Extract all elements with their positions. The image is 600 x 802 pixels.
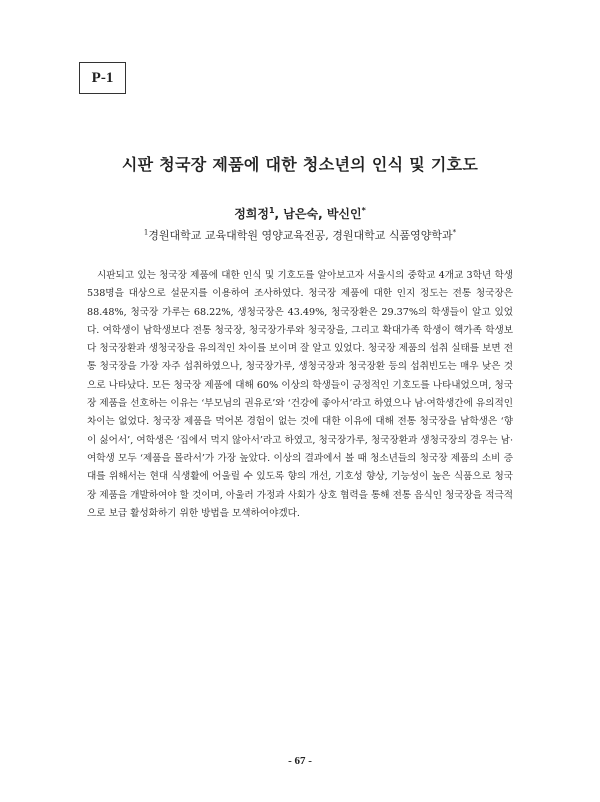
author-line (0, 205, 600, 222)
author-separator: , (274, 207, 284, 221)
affiliation-sup: 1 (143, 228, 149, 237)
author-3: 박신인 (326, 207, 362, 221)
author-3-sup: * (361, 206, 366, 215)
author-2: 남은숙 (283, 207, 319, 221)
abstract-body: 시판되고 있는 청국장 제품에 대한 인식 및 기호도를 알아보고자 서울시의 중학교 4개교 3학년 학생 538명을 대상으로 설문지를 이용하여 조사하였다. 청국장 제품에 대한 인지 정도는 전통 청국장은 88.48%, 청국장 가루는 68.22%, 생청국장은 43.49%, 청국장환은 29.37%의 학생들이 알고 있었다. 여학생이 남학생보다 전통 청국장, 청국장가루와 청국장을, 그리고 확대가족 학생이 핵가족 학생보다 청국장환과 생청국장을 유의적인 차이를 보이며 잘 알고 있었다. 청국장 제품의 섭취 실태를 보면 전통 청국장을 가장 자주 섭취하였으나, 청국장가루, 생청국장과 청국장환 등의 섭취빈도는 매우 낮은 것으로 나타났다. 모든 청국장 제품에 대해 60% 이상의 학생들이 긍정적인 기호도를 나타내었으며, 청국장 제품을 선호하는 이유는 ‘부모님의 권유로’와 ‘건강에 좋아서’라고 하였으나 남·여학생간에 유의적인 차이는 없었다. 청국장 제품을 먹어본 경험이 없는 것에 대한 이유에 대해 전통 청국장을 남학생은 ‘향이 싫어서’, 여학생은 ‘집에서 먹지 않아서’라고 하였고, 청국장가루, 청국장환과 생청국장의 경우는 남·여학생 모두 ‘제품을 몰라서’가 가장 높았다. 이상의 결과에서 볼 때 청소년들의 청국장 제품의 소비 증대를 위해서는 현대 식생활에 어울릴 수 있도록 향의 개선, 기호성 향상, 기능성이 높은 식품으로 청국장 제품을 개발하여야 할 것이며, 아울러 가정과 사회가 상호 협력을 통해 전통 음식인 청국장을 적극적으로 보급 활성화하기 위한 방법을 모색하여야겠다. (87, 270, 513, 519)
affiliation-suffix: * (452, 228, 457, 237)
affiliation-text: 경원대학교 교육대학원 영양교육전공, 경원대학교 식품영양학과 (148, 229, 453, 242)
author-separator: , (318, 207, 327, 221)
author-1: 정희정 (234, 207, 269, 221)
affiliation (0, 227, 600, 243)
page-title: 시판 청국장 제품에 대한 청소년의 인식 및 기호도 (121, 155, 479, 174)
poster-label-text: P-1 (91, 69, 114, 86)
poster-label (79, 62, 126, 94)
author-1-sup: 1 (268, 206, 275, 215)
page-number: - 67 - (288, 755, 312, 767)
